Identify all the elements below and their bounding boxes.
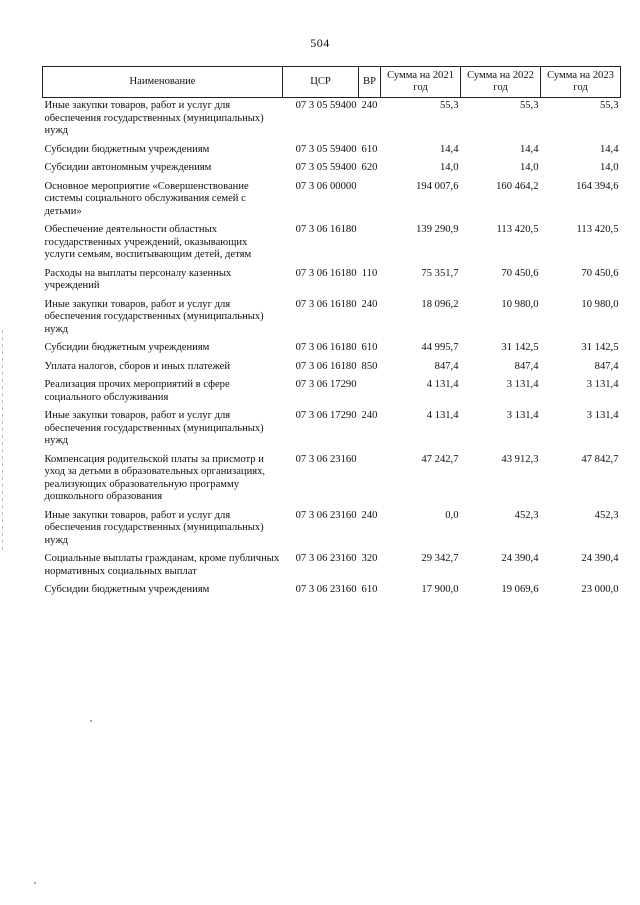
cell-vr: 610 <box>361 143 378 155</box>
table-row <box>43 452 621 508</box>
cell-vr: 240 <box>361 410 378 421</box>
cell-sum-2022: 847,4 <box>514 360 539 372</box>
cell-sum-2023: 847,4 <box>594 360 619 372</box>
header-vr: ВР <box>359 67 381 98</box>
cell-sum-2021: 14,4 <box>439 143 459 155</box>
cell-sum-2022: 10 980,0 <box>501 298 539 310</box>
cell-sum-2023: 47 842,7 <box>581 453 619 465</box>
table-row <box>43 551 621 582</box>
cell-sum-2021: 18 096,2 <box>421 298 459 310</box>
cell-csr: 07 3 06 16180 <box>295 360 357 372</box>
cell-sum-2021: 44 995,7 <box>421 342 459 353</box>
cell-sum-2021: 14,0 <box>439 162 459 173</box>
cell-csr: 07 3 05 59400 <box>295 100 357 111</box>
cell-sum-2021: 0,0 <box>445 509 459 521</box>
cell-name: Расходы на выплаты персоналу казенных учреждений <box>44 267 232 291</box>
table-row <box>43 98 621 142</box>
cell-sum-2022: 113 420,5 <box>496 224 539 235</box>
header-sum-2022: Сумма на 2022 год <box>461 67 541 98</box>
cell-sum-2023: 70 450,6 <box>581 267 619 279</box>
cell-vr <box>359 222 381 266</box>
page-number: 504 <box>310 36 330 50</box>
cell-sum-2023: 164 394,6 <box>576 180 619 192</box>
cell-sum-2022: 55,3 <box>519 100 539 111</box>
cell-sum-2022: 31 142,5 <box>501 342 539 353</box>
cell-sum-2022: 19 069,6 <box>501 584 539 595</box>
table-row <box>43 179 621 223</box>
cell-csr: 07 3 06 16180 <box>295 298 357 310</box>
cell-sum-2022: 43 912,3 <box>501 453 539 465</box>
cell-csr: 07 3 06 23160 <box>295 509 357 521</box>
cell-csr: 07 3 06 23160 <box>295 553 357 564</box>
cell-csr: 07 3 06 00000 <box>295 180 357 192</box>
cell-vr <box>359 452 381 508</box>
table-row <box>43 408 621 452</box>
cell-sum-2023: 24 390,4 <box>581 553 619 564</box>
cell-vr: 320 <box>361 553 378 564</box>
cell-sum-2023: 14,0 <box>599 162 619 173</box>
cell-vr: 610 <box>361 584 378 595</box>
scan-artifact <box>2 330 3 550</box>
table-row <box>43 142 621 161</box>
cell-vr <box>359 377 381 408</box>
cell-csr: 07 3 06 16180 <box>295 342 357 353</box>
table-row <box>43 266 621 297</box>
cell-sum-2023: 31 142,5 <box>581 342 619 353</box>
scan-artifact-dot <box>34 882 36 884</box>
header-sum-2023: Сумма на 2023 год <box>541 67 621 98</box>
cell-name: Социальные выплаты гражданам, кроме публичных нормативных социальных выплат <box>44 553 280 577</box>
cell-sum-2021: 17 900,0 <box>421 584 459 595</box>
table-header-row <box>43 67 621 98</box>
table-row <box>43 582 621 601</box>
cell-sum-2021: 194 007,6 <box>416 180 459 192</box>
cell-csr: 07 3 05 59400 <box>295 143 357 155</box>
header-csr: ЦСР <box>283 67 359 98</box>
table-row <box>43 508 621 552</box>
cell-vr: 110 <box>361 267 378 279</box>
cell-vr: 620 <box>361 162 378 173</box>
cell-csr: 07 3 06 17290 <box>295 379 357 390</box>
cell-vr: 850 <box>361 360 378 372</box>
cell-sum-2022: 70 450,6 <box>501 267 539 279</box>
cell-sum-2022: 3 131,4 <box>506 410 539 421</box>
cell-sum-2021: 55,3 <box>439 100 459 111</box>
cell-vr: 610 <box>361 342 378 353</box>
cell-vr: 240 <box>361 509 378 521</box>
header-sum-2021: Сумма на 2021 год <box>381 67 461 98</box>
cell-vr: 240 <box>361 298 378 310</box>
cell-vr <box>359 179 381 223</box>
cell-name: Компенсация родительской платы за присмотр и уход за детьми в образовательных организациях, реализующих образовательную программу дошкольного образования <box>44 453 266 502</box>
cell-sum-2021: 847,4 <box>434 360 459 372</box>
table-row <box>43 377 621 408</box>
table-row <box>43 160 621 179</box>
cell-csr: 07 3 06 23160 <box>295 584 357 595</box>
table-row <box>43 297 621 341</box>
cell-sum-2021: 75 351,7 <box>421 267 459 279</box>
cell-sum-2022: 24 390,4 <box>501 553 539 564</box>
cell-name: Реализация прочих мероприятий в сфере социального обслуживания <box>44 379 230 403</box>
header-name: Наименование <box>43 67 283 98</box>
cell-sum-2021: 139 290,9 <box>416 224 459 235</box>
cell-name: Субсидии автономным учреждениям <box>44 162 212 173</box>
cell-name: Иные закупки товаров, работ и услуг для обеспечения государственных (муниципальных) нужд <box>44 410 264 446</box>
cell-sum-2022: 452,3 <box>514 509 539 521</box>
cell-sum-2021: 29 342,7 <box>421 553 459 564</box>
table-body <box>43 98 621 601</box>
cell-sum-2022: 3 131,4 <box>506 379 539 390</box>
cell-csr: 07 3 06 16180 <box>295 224 357 235</box>
cell-name: Иные закупки товаров, работ и услуг для обеспечения государственных (муниципальных) нужд <box>44 298 264 335</box>
cell-name: Субсидии бюджетным учреждениям <box>44 143 210 155</box>
cell-sum-2023: 55,3 <box>599 100 619 111</box>
budget-table <box>42 66 621 601</box>
cell-name: Субсидии бюджетным учреждениям <box>44 584 210 595</box>
cell-sum-2023: 14,4 <box>599 143 619 155</box>
cell-sum-2023: 10 980,0 <box>581 298 619 310</box>
cell-name: Основное мероприятие «Совершенствование системы социального обслуживания семей с детьми» <box>44 180 249 217</box>
cell-sum-2023: 452,3 <box>594 509 619 521</box>
cell-name: Уплата налогов, сборов и иных платежей <box>44 360 231 372</box>
cell-vr: 240 <box>361 100 378 111</box>
cell-name: Субсидии бюджетным учреждениям <box>44 342 210 353</box>
cell-sum-2021: 4 131,4 <box>426 379 459 390</box>
cell-csr: 07 3 05 59400 <box>295 162 357 173</box>
table-row <box>43 359 621 378</box>
cell-name: Иные закупки товаров, работ и услуг для обеспечения государственных (муниципальных) нужд <box>44 100 264 136</box>
cell-sum-2022: 14,0 <box>519 162 539 173</box>
table-row <box>43 340 621 359</box>
cell-sum-2022: 160 464,2 <box>496 180 539 192</box>
scan-artifact-dot <box>90 720 92 722</box>
cell-sum-2021: 47 242,7 <box>421 453 459 465</box>
cell-sum-2021: 4 131,4 <box>426 410 459 421</box>
cell-sum-2022: 14,4 <box>519 143 539 155</box>
cell-csr: 07 3 06 16180 <box>295 267 357 279</box>
cell-name: Иные закупки товаров, работ и услуг для обеспечения государственных (муниципальных) нужд <box>44 509 264 546</box>
cell-csr: 07 3 06 17290 <box>295 410 357 421</box>
table-row <box>43 222 621 266</box>
cell-csr: 07 3 06 23160 <box>295 453 357 465</box>
cell-sum-2023: 3 131,4 <box>586 379 619 390</box>
cell-name: Обеспечение деятельности областных государственных учреждений, оказывающих услуги семьям, воспитывающим детей, детям <box>44 224 252 260</box>
cell-sum-2023: 23 000,0 <box>581 584 619 595</box>
cell-sum-2023: 3 131,4 <box>586 410 619 421</box>
cell-sum-2023: 113 420,5 <box>576 224 619 235</box>
